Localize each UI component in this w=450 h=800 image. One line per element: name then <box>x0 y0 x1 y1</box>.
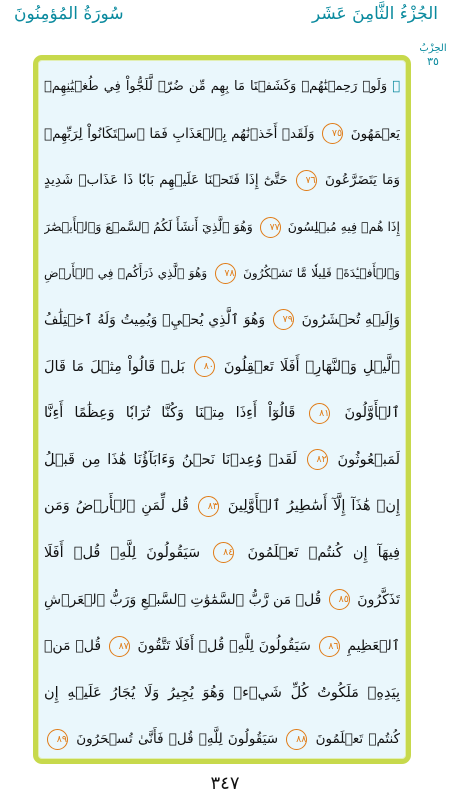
page-number: ٣٤٧ <box>210 773 240 794</box>
ayah-number-marker: ٨٧ <box>109 636 130 657</box>
ayah-number-marker: ٨٨ <box>286 729 307 750</box>
verse-text: ٱلۡأَوَّلُونَ <box>344 405 400 422</box>
text-line <box>44 483 400 530</box>
verse-text: إِنۡ هَٰذَآ إِلَّآ أَسَٰطِيرُ ٱلۡأَوَّلِينَ <box>227 498 400 515</box>
hizb-label: الحِزْبُ <box>419 43 447 54</box>
text-line <box>44 716 400 763</box>
mushaf-page-frame <box>33 55 411 764</box>
verse-text: قُلۡ مَنۢ <box>44 638 102 655</box>
verse-text: بَلۡ قَالُواْ مِثۡلَ مَا قَالَ <box>44 358 185 375</box>
text-line <box>44 250 400 297</box>
verse-text: تَذَكَّرُونَ <box>357 591 400 608</box>
verse-text: كُنتُمۡ تَعۡلَمُونَ <box>315 731 400 748</box>
hizb-marker <box>418 44 448 67</box>
text-line <box>44 670 400 717</box>
ayah-number-marker: ٨٥ <box>329 589 350 610</box>
text-line <box>44 344 400 391</box>
verse-text: وَهُوَ ٱلَّذِيٓ أَنشَأَ لَكُمُ ٱلسَّمۡعَ وَٱلۡأَبۡصَٰرَ <box>44 218 253 234</box>
verse-text: فِيهَآ إِن كُنتُمۡ تَعۡلَمُونَ <box>247 544 400 561</box>
surah-title: سُورَةُ المُؤمِنُونَ <box>14 4 124 24</box>
page-header <box>0 0 450 50</box>
verse-text: لَقَدۡ وُعِدۡنَا نَحۡنُ وَءَابَآؤُنَا هَٰذَا مِن قَبۡلُ <box>44 451 297 468</box>
text-line <box>44 157 400 204</box>
ayah-number-marker: ٨٢ <box>307 449 328 470</box>
verse-text: وَلَوۡ رَحِمۡنَٰهُمۡ وَكَشَفۡنَا مَا بِهِم مِّن ضُرّٖ لَّلَجُّواْ فِي طُغۡيَٰنِهِمۡ <box>44 79 388 94</box>
ayah-number-marker: ٨٩ <box>47 729 68 750</box>
quran-text-lines <box>44 64 400 763</box>
ayah-number-marker: ٧٨ <box>215 263 236 284</box>
rub-el-hizb-icon: ۞ <box>392 79 400 94</box>
text-line <box>44 623 400 670</box>
text-line <box>44 390 400 437</box>
verse-text: لَمَبۡعُوثُونَ <box>337 451 400 468</box>
text-line <box>44 530 400 577</box>
verse-text: إِذَا هُمۡ فِيهِ مُبۡلِسُونَ <box>287 218 400 234</box>
verse-text: وَٱلۡأَفۡـِٔدَةَۚ قَلِيلٗا مَّا تَشۡكُرُونَ <box>243 266 400 281</box>
verse-text: وَلَقَدۡ أَخَذۡنَٰهُم بِٱلۡعَذَابِ فَمَا ٱسۡتَكَانُواْ لِرَبِّهِمۡ <box>44 125 315 142</box>
verse-text: وَإِلَيۡهِ تُحۡشَرُونَ <box>301 311 400 328</box>
verse-text: قُلۡ مَن رَّبُّ ٱلسَّمَٰوَٰتِ ٱلسَّبۡعِ وَرَبُّ ٱلۡعَرۡشِ <box>44 591 322 608</box>
text-line <box>44 437 400 484</box>
verse-text: بِيَدِهِۦ مَلَكُوتُ كُلِّ شَيۡءٖ وَهُوَ يُجِيرُ وَلَا يُجَارُ عَلَيۡهِ إِن <box>44 684 400 701</box>
ayah-number-marker: ٧٩ <box>273 309 294 330</box>
verse-text: قُل لِّمَنِ ٱلۡأَرۡضُ وَمَن <box>44 498 189 515</box>
verse-text: وَهُوَ ٱلَّذِي ذَرَأَكُمۡ فِي ٱلۡأَرۡضِ <box>44 266 208 281</box>
ayah-number-marker: ٨٦ <box>319 636 340 657</box>
ayah-number-marker: ٨١ <box>309 403 330 424</box>
hizb-number: ٣٥ <box>427 55 439 68</box>
ayah-number-marker: ٨٠ <box>194 356 215 377</box>
text-line <box>44 297 400 344</box>
ayah-number-marker: ٨٣ <box>198 496 219 517</box>
ayah-number-marker: ٧٦ <box>296 170 317 191</box>
verse-text: سَيَقُولُونَ لِلَّهِۚ قُلۡ أَفَلَا تَتَّقُونَ <box>137 638 311 655</box>
ayah-number-marker: ٧٧ <box>260 217 281 238</box>
verse-text: يَعۡمَهُونَ <box>350 125 400 142</box>
ayah-number-marker: ٨٤ <box>213 542 234 563</box>
text-line <box>44 204 400 251</box>
verse-text: قَالُوٓاْ أَءِذَا مِتۡنَا وَكُنَّا تُرَابٗا وَعِظَٰمًا أَءِنَّا <box>44 405 296 422</box>
text-line <box>44 111 400 158</box>
verse-text: سَيَقُولُونَ لِلَّهِۚ قُلۡ أَفَلَا <box>44 544 201 561</box>
verse-text: وَهُوَ ٱلَّذِي يُحۡيِۦ وَيُمِيتُ وَلَهُ ٱخۡتِلَٰفُ <box>44 311 266 328</box>
verse-text: ٱلَّيۡلِ وَٱلنَّهَارِۚ أَفَلَا تَعۡقِلُونَ <box>223 358 400 375</box>
juz-title: الجُزْءُ الثَّامِنَ عَشَر <box>311 4 438 24</box>
text-line <box>44 64 400 111</box>
verse-text: وَمَا يَتَضَرَّعُونَ <box>325 172 400 189</box>
verse-text: حَتَّىٰٓ إِذَا فَتَحۡنَا عَلَيۡهِم بَابٗا ذَا عَذَابٖ شَدِيدٍ <box>44 172 288 189</box>
verse-text: سَيَقُولُونَ لِلَّهِۚ قُلۡ فَأَنَّىٰ تُسۡحَرُونَ <box>76 731 279 748</box>
ayah-number-marker: ٧٥ <box>322 123 343 144</box>
verse-text: ٱلۡعَظِيمِ <box>347 638 400 655</box>
text-line <box>44 577 400 624</box>
